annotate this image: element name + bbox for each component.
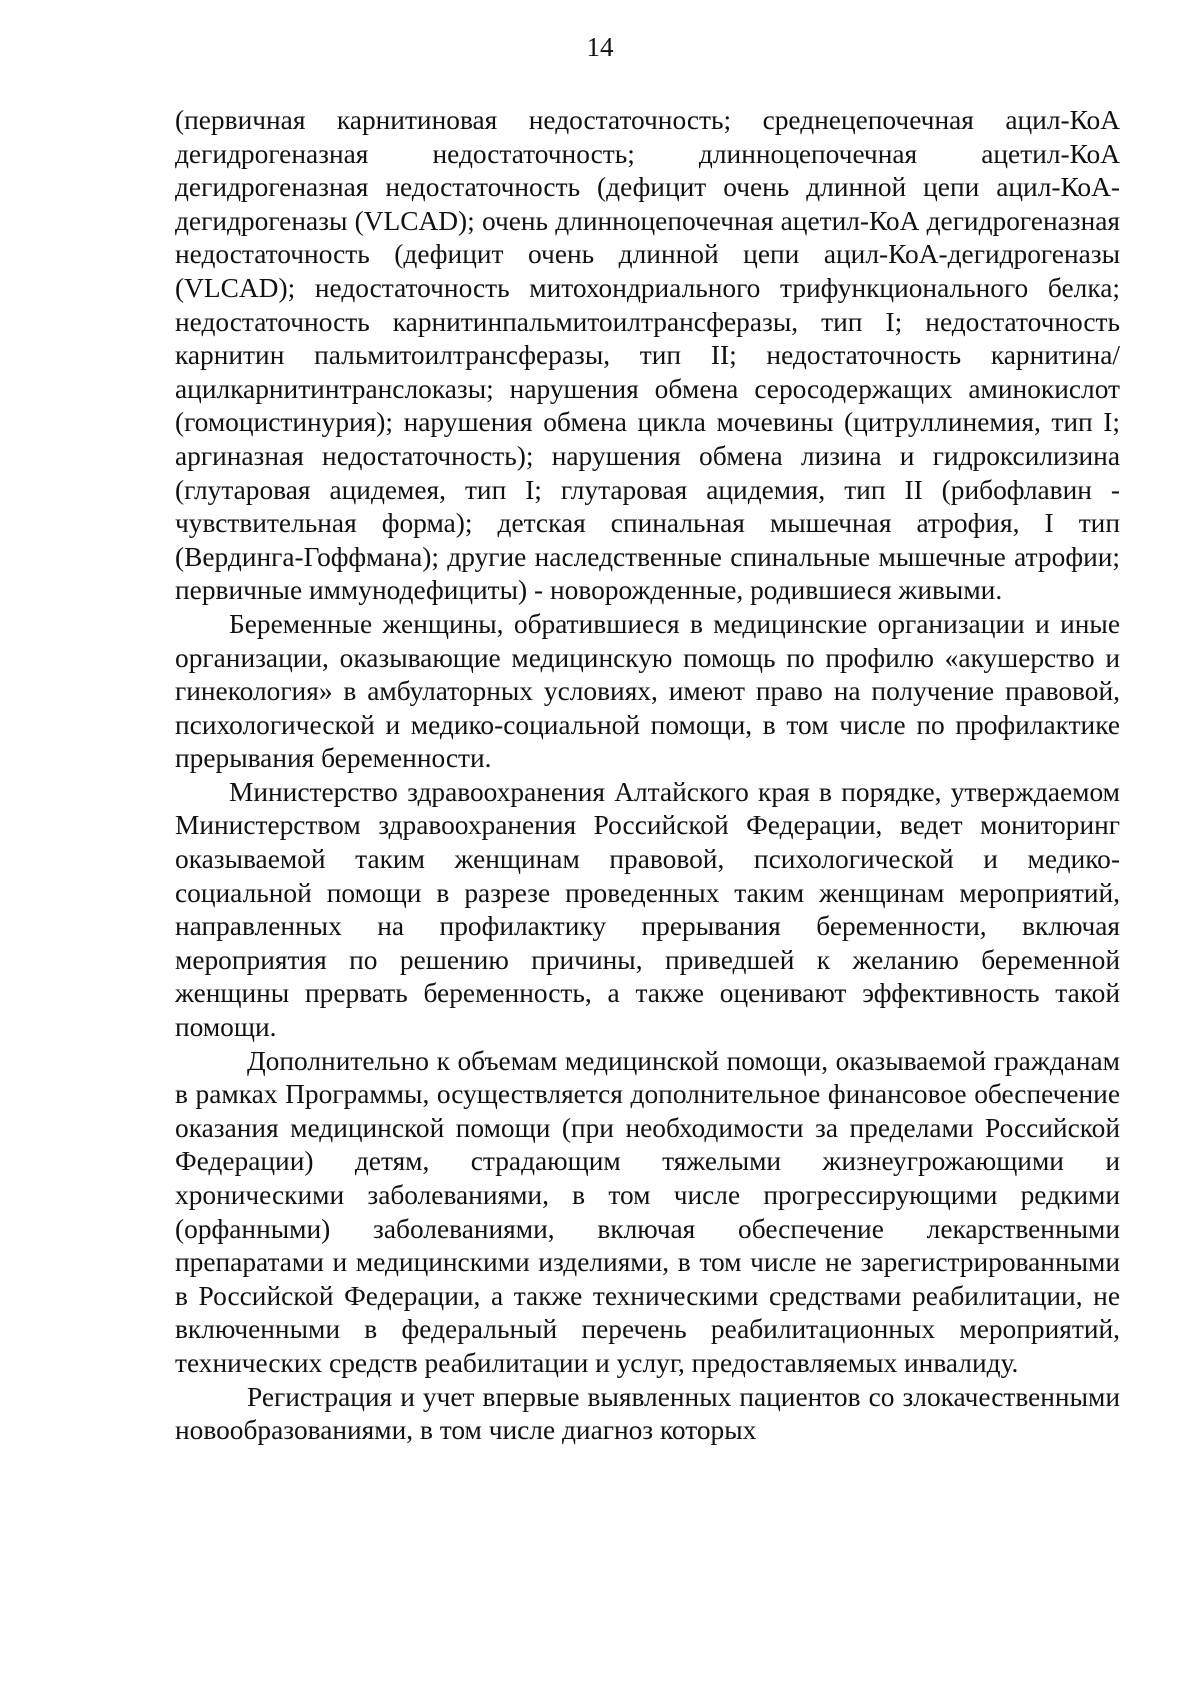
paragraph-disease-list: (первичная карнитиновая недостаточность; среднецепочечная ацил-КоА дегидрогеназная недостаточность; длинноцепочечная ацетил-КоА дегидрогеназная недостаточность (дефицит очень длинной цепи ацил-КоА-дегидрогеназы (VLCAD); очень длинноцепочечная ацетил-КоА дегидрогеназная недостаточность (дефицит очень длинной цепи ацил-КоА-дегидрогеназы (VLCAD); недостаточность митохондриального трифункционального белка; недостаточность карнитинпальмитоилтрансферазы, тип I; недостаточность карнитин пальмитоилтрансферазы, тип II; недостаточность карнитина/ацилкарнитинтранслоказы; нарушения обмена серосодержащих аминокислот (гомоцистинурия); нарушения обмена цикла мочевины (цитруллинемия, тип I; аргиназная недостаточность); нарушения обмена лизина и гидроксилизина (глутаровая ацидемея, тип I; глутаровая ацидемия, тип II (рибофлавин - чувствительная форма); детская спинальная мышечная атрофия, I тип (Вердинга-Гоффмана); другие наследственные спинальные мышечные атрофии; первичные иммунодефициты) - новорожденные, родившиеся живыми. [175, 105, 1120, 606]
paragraph-additional-funding: Дополнительно к объемам медицинской помощи, оказываемой гражданам в рамках Программы, осуществляется дополнительное финансовое обеспечение оказания медицинской помощи (при необходимости за пределами Российской Федерации) детям, страдающим тяжелыми жизнеугрожающими и хроническими заболеваниями, в том числе прогрессирующими редкими (орфанными) заболеваниями, включая обеспечение лекарственными препаратами и медицинскими изделиями, в том числе не зарегистрированными в Российской Федерации, а также техническими средствами реабилитации, не включенными в федеральный перечень реабилитационных мероприятий, технических средств реабилитации и услуг, предоставляемых инвалиду. [175, 1045, 1120, 1378]
document-body [175, 104, 1120, 1448]
paragraph-cancer-registration: Регистрация и учет впервые выявленных пациентов со злокачественными новообразованиями, в том числе диагноз которых [175, 1381, 1120, 1446]
paragraph-pregnant-women-rights: Беременные женщины, обратившиеся в медицинские организации и иные организации, оказывающие медицинскую помощь по профилю «акушерство и гинекология» в амбулаторных условиях, имеют право на получение правовой, психологической и медико-социальной помощи, в том числе по профилактике прерывания беременности. [175, 608, 1120, 774]
page-number: 14 [586, 32, 614, 62]
paragraph-ministry-monitoring: Министерство здравоохранения Алтайского края в порядке, утверждаемом Министерством здравоохранения Российской Федерации, ведет мониторинг оказываемой таким женщинам правовой, психологической и медико-социальной помощи в разрезе проведенных таким женщинам мероприятий, направленных на профилактику прерывания беременности, включая мероприятия по решению причины, приведшей к желанию беременной женщины прервать беременность, а также оценивают эффективность такой помощи. [175, 776, 1120, 1043]
